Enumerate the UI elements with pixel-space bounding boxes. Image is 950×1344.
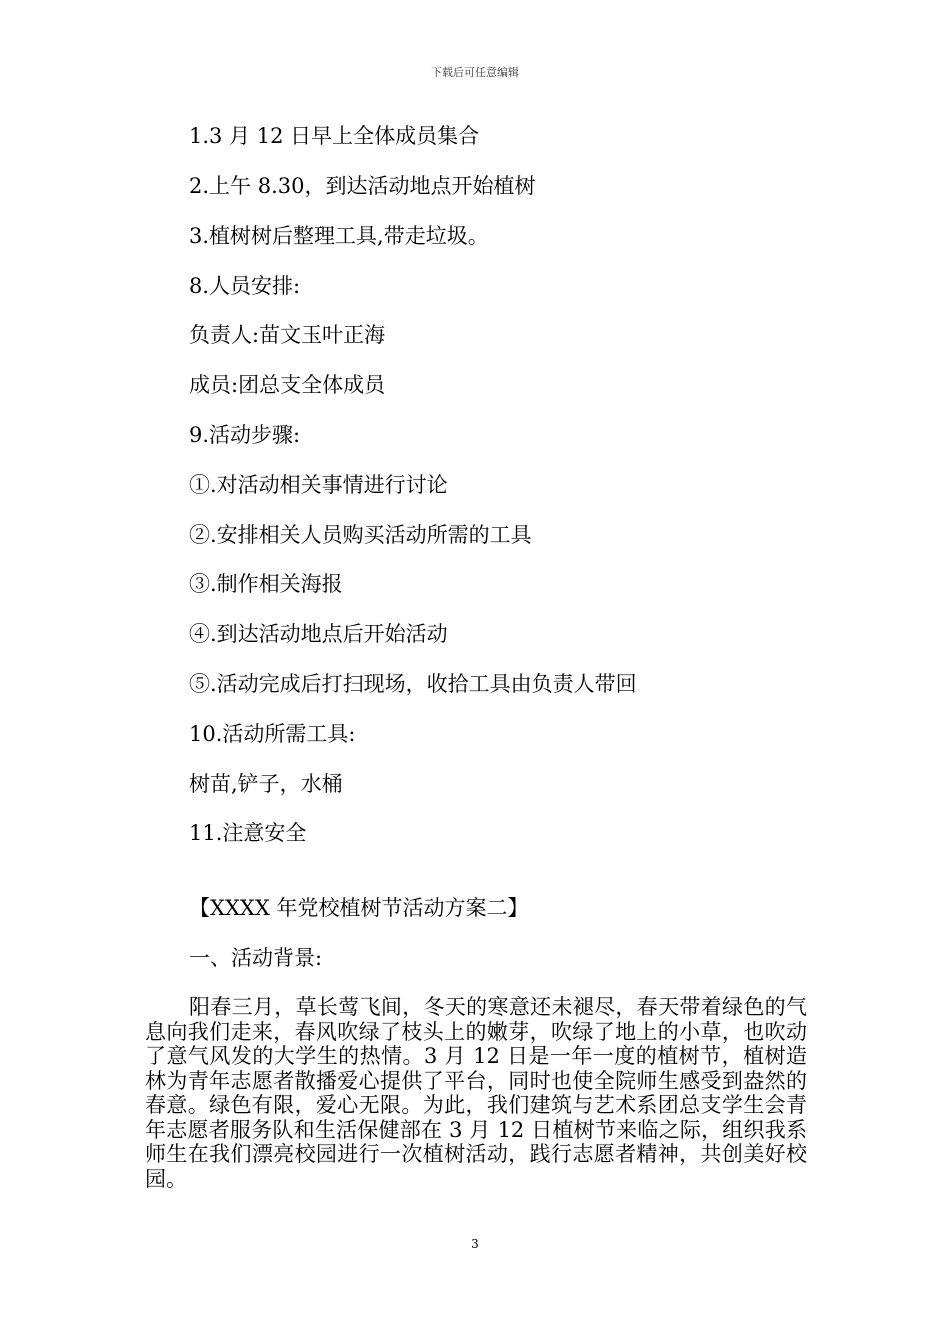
body-paragraph: 阳春三月，草长莺飞间，冬天的寒意还未褪尽，春天带着绿色的气息向我们走来，春风吹绿了枝头上的嫩芽，吹绿了地上的小草，也吹动了意气风发的大学生的热情。3 月 12 日是一年一度的植树节，植树造林为青年志愿者散播爱心提供了平台，同时也使全院师生感受到盎然的春意。绿色有限，爱心无限。为此，我们建筑与艺术系团总支学生会青年志愿者服务队和生活保健部在 3 月 12 日植树节来临之际，组织我系师生在我们漂亮校园进行一次植树活动，践行志愿者精神，共创美好校园。 [145,995,807,1191]
list-item: 成员:团总支全体成员 [189,373,386,397]
subheading: 一、活动背景: [189,946,323,970]
page-number: 3 [471,1237,479,1251]
list-item: 11.注意安全 [189,821,307,845]
section-title: 【XXXX 年党校植树节活动方案二】 [189,896,529,920]
list-item: 树苗,铲子，水桶 [189,772,343,796]
list-item: ④.到达活动地点后开始活动 [189,622,448,646]
list-item: 8.人员安排: [189,274,301,298]
list-item: 2.上午 8.30，到达活动地点开始植树 [189,174,536,198]
list-item: 10.活动所需工具: [189,722,356,746]
list-item: 1.3 月 12 日早上全体成员集合 [189,124,480,148]
list-item: ⑤.活动完成后打扫现场，收拾工具由负责人带回 [189,672,637,696]
list-item: ③.制作相关海报 [189,572,343,596]
list-item: ①.对活动相关事情进行讨论 [189,473,448,497]
list-item: ②.安排相关人员购买活动所需的工具 [189,523,532,547]
list-item: 9.活动步骤: [189,423,301,447]
list-item: 负责人:苗文玉叶正海 [189,323,386,347]
list-item: 3.植树树后整理工具,带走垃圾。 [189,224,489,248]
page-header: 下载后可任意编辑 [431,66,519,79]
